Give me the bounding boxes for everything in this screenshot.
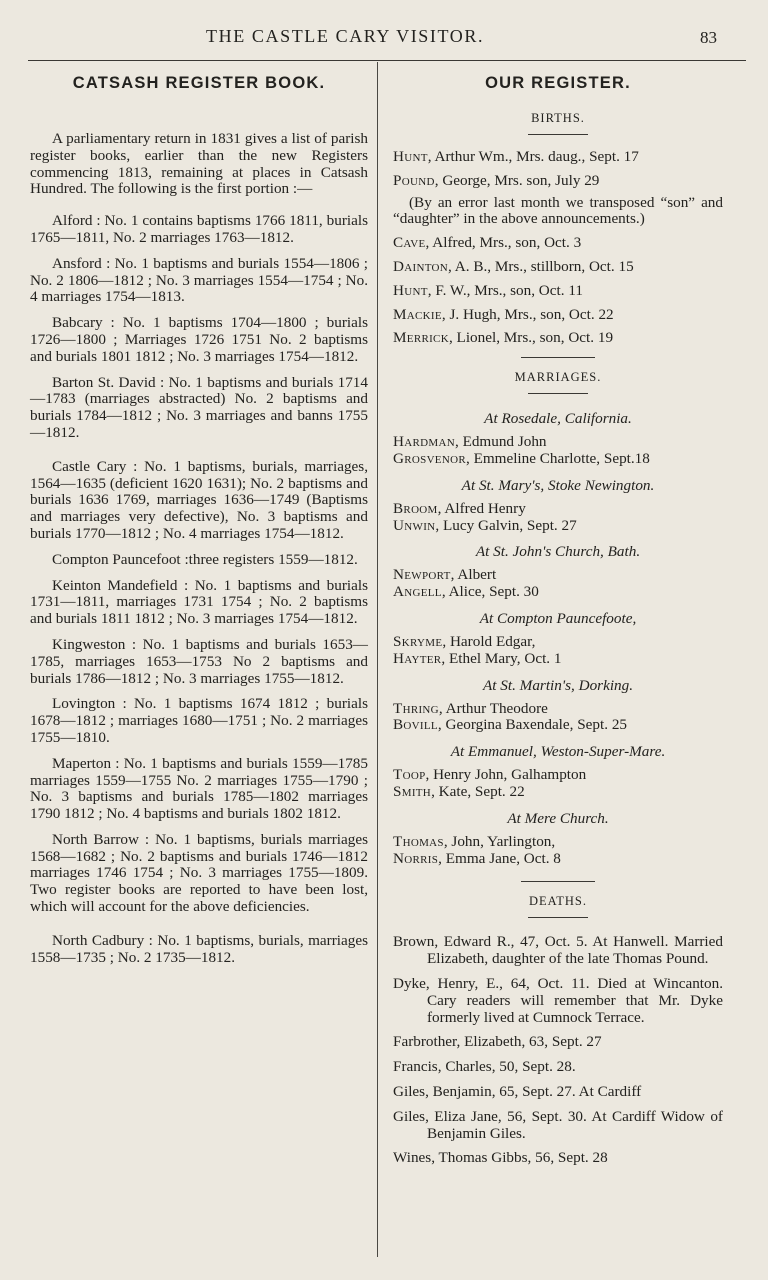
parish-entry: Maperton : No. 1 baptisms and burials 1559—1785 marriages 1559—1755 No. 2 marriages 1755—1790 ; No. 3 baptisms and burials 1785—1802 marriages 1790 1812 ; No. 4 baptisms and burials 1802 1812. bbox=[30, 754, 368, 823]
surname: Wines bbox=[393, 1149, 432, 1167]
birth-item bbox=[393, 307, 723, 324]
section-rule bbox=[521, 357, 595, 358]
groom-line bbox=[393, 834, 723, 851]
marriage-couple bbox=[393, 834, 723, 868]
birth-detail: , Lionel, Mrs., son, Oct. 19 bbox=[448, 329, 614, 347]
birth-detail: , Arthur Wm., Mrs. daug., Sept. 17 bbox=[427, 148, 639, 165]
death-item bbox=[393, 1109, 723, 1143]
marriage-venue: At Emmanuel, Weston-Super-Mare. bbox=[450, 743, 666, 761]
surname: Thring bbox=[393, 699, 439, 717]
bride-line bbox=[393, 451, 723, 468]
bride-detail: , Emmeline Charlotte, Sept.18 bbox=[465, 449, 650, 467]
marriage-couple bbox=[393, 501, 723, 535]
death-item bbox=[393, 976, 723, 1026]
marriages-rule bbox=[528, 393, 588, 394]
death-detail: , Eliza Jane, 56, Sept. 30. At Cardiff Widow of Benjamin Giles. bbox=[425, 1107, 723, 1142]
marriage-couple bbox=[393, 434, 723, 468]
marriage-venue: At St. Martin's, Dorking. bbox=[482, 676, 634, 694]
bride-line bbox=[393, 651, 723, 668]
surname: Merrick bbox=[393, 329, 449, 347]
marriage-venue: At Rosedale, California. bbox=[484, 410, 632, 428]
surname: Grosvenor bbox=[393, 449, 466, 467]
parish-entry: Keinton Mandefield : No. 1 baptisms and burials 1731—1811, marriages 1731 1754 ; No. 2 baptisms and burials 1811 1812 ; No. 3 marriages 1754—1812. bbox=[30, 576, 368, 628]
catsash-intro: A parliamentary return in 1831 gives a list of parish register books, earlier than the new Registers commencing 1813, remaining at places in Catsash Hundred. The following is the first portion :— bbox=[30, 130, 368, 198]
birth-detail: , J. Hugh, Mrs., son, Oct. 22 bbox=[441, 305, 614, 323]
surname: Mackie bbox=[393, 305, 442, 323]
parish-entry: Compton Pauncefoot :three registers 1559—1812. bbox=[52, 550, 358, 568]
groom-line bbox=[393, 434, 723, 451]
groom-detail: , Arthur Theodore bbox=[438, 699, 548, 717]
birth-item bbox=[393, 330, 723, 347]
surname: Francis bbox=[393, 1058, 438, 1076]
groom-line bbox=[393, 701, 723, 718]
marriage-venue: At St. John's Church, Bath. bbox=[475, 543, 641, 561]
groom-detail: , Edmund John bbox=[454, 433, 547, 451]
birth-item bbox=[393, 173, 723, 190]
parish-entry: Alford : No. 1 contains baptisms 1766 1811, burials 1765—1811, No. 2 marriages 1763—1812. bbox=[30, 212, 368, 246]
bride-detail: , Alice, Sept. 30 bbox=[441, 583, 539, 601]
parish-entry: North Barrow : No. 1 baptisms, burials marriages 1568—1682 ; No. 2 baptisms and burials 1746—1812 marriages 1746 1754 ; No. 3 marriages 1755—1809. Two register books are reported to have been lost, which will account for the above deficiencies. bbox=[30, 830, 368, 916]
marriage-couple bbox=[393, 767, 723, 801]
parish-entry: Kingweston : No. 1 baptisms and burials 1653—1785, marriages 1653—1753 No 2 baptisms and burials 1786—1812 ; No. 3 marriages 1755—1812. bbox=[30, 635, 368, 687]
deaths-heading: DEATHS. bbox=[528, 894, 588, 909]
marriages-heading: MARRIAGES. bbox=[514, 370, 602, 385]
surname: Dainton bbox=[393, 257, 449, 275]
death-detail: , Henry, E., 64, Oct. 11. Died at Wincanton. Cary readers will remember that Mr. Dyke formerly lived at Cumnock Terrace. bbox=[425, 974, 723, 1026]
header-rule bbox=[28, 60, 746, 61]
surname: Bovill bbox=[393, 716, 438, 734]
column-divider bbox=[377, 62, 378, 1257]
surname: Brown bbox=[393, 933, 435, 951]
death-item bbox=[393, 1150, 723, 1167]
page-number: 83 bbox=[700, 28, 717, 47]
groom-line bbox=[393, 767, 723, 784]
birth-detail: , Alfred, Mrs., son, Oct. 3 bbox=[425, 234, 582, 252]
parish-entry: Lovington : No. 1 baptisms 1674 1812 ; burials 1678—1812 ; marriages 1680—1751 ; No. 2 marriages 1755—1810. bbox=[30, 695, 368, 746]
section-rule bbox=[521, 881, 595, 882]
marriage-couple bbox=[393, 567, 723, 601]
surname: Hunt bbox=[393, 148, 428, 165]
surname: Broom bbox=[393, 499, 438, 517]
death-item bbox=[393, 934, 723, 968]
bride-detail: , Lucy Galvin, Sept. 27 bbox=[435, 516, 577, 534]
births-section bbox=[393, 111, 723, 347]
running-head bbox=[0, 24, 768, 52]
marriage-venue: At St. Mary's, Stoke Newington. bbox=[461, 476, 655, 494]
groom-detail: , Alfred Henry bbox=[437, 499, 526, 517]
births-rule bbox=[528, 134, 588, 135]
bride-detail: , Kate, Sept. 22 bbox=[431, 782, 525, 800]
parish-entry: Barton St. David : No. 1 baptisms and burials 1714—1783 (marriages abstracted) No. 2 baptisms and burials 1784—1812 ; No. 3 marriages and banns 1755—1812. bbox=[30, 373, 368, 441]
surname: Hayter bbox=[393, 649, 442, 667]
groom-detail: , John, Yarlington, bbox=[443, 832, 556, 850]
marriages-section bbox=[393, 370, 723, 867]
birth-detail: , George, Mrs. son, July 29 bbox=[434, 171, 600, 189]
surname: Toop bbox=[393, 766, 426, 784]
birth-item bbox=[393, 283, 723, 300]
groom-detail: , Harold Edgar, bbox=[442, 632, 536, 650]
surname: Giles bbox=[393, 1107, 426, 1125]
bride-line bbox=[393, 784, 723, 801]
death-detail: , Elizabeth, 63, Sept. 27 bbox=[456, 1033, 602, 1051]
surname: Newport bbox=[393, 566, 451, 584]
surname: Cave bbox=[393, 234, 426, 252]
surname: Unwin bbox=[393, 516, 436, 534]
bride-detail: , Georgina Baxendale, Sept. 25 bbox=[437, 716, 628, 734]
bride-detail: , Ethel Mary, Oct. 1 bbox=[441, 649, 562, 667]
left-column bbox=[30, 62, 368, 966]
surname: Smith bbox=[393, 782, 432, 800]
surname: Giles bbox=[393, 1082, 426, 1100]
surname: Thomas bbox=[393, 832, 444, 850]
surname: Norris bbox=[393, 849, 439, 867]
bride-line bbox=[393, 851, 723, 868]
surname: Angell bbox=[393, 583, 442, 601]
marriage-couple bbox=[393, 634, 723, 668]
surname: Dyke bbox=[393, 974, 426, 992]
parish-entry: Babcary : No. 1 baptisms 1704—1800 ; burials 1726—1800 ; Marriages 1726 1751 No. 2 baptisms and burials 1801 1812 ; No. 3 marriages 1754—1812. bbox=[30, 314, 368, 365]
register-title: OUR REGISTER. bbox=[485, 74, 631, 92]
bride-detail: , Emma Jane, Oct. 8 bbox=[438, 849, 561, 867]
death-detail: , Thomas Gibbs, 56, Sept. 28 bbox=[431, 1149, 608, 1167]
death-detail: , Edward R., 47, Oct. 5. At Hanwell. Married Elizabeth, daughter of the late Thomas Pound. bbox=[427, 933, 723, 968]
groom-line bbox=[393, 567, 723, 584]
deaths-rule bbox=[528, 917, 588, 918]
parish-entry: North Cadbury : No. 1 baptisms, burials, marriages 1558—1735 ; No. 2 1735—1812. bbox=[30, 931, 368, 966]
death-item bbox=[393, 1084, 723, 1101]
surname: Hardman bbox=[393, 433, 455, 451]
marriage-venue: At Compton Pauncefoote, bbox=[479, 609, 637, 627]
groom-line bbox=[393, 501, 723, 518]
death-item bbox=[393, 1034, 723, 1051]
birth-item bbox=[393, 149, 723, 166]
parish-entry: Castle Cary : No. 1 baptisms, burials, marriages, 1564—1635 (deficient 1620 1631); No. 2 baptisms and burials 1636 1769, marriages 1636—1749 (Baptisms and marriages very defective), No. 3 baptisms and burials 1770—1812 ; No. 4 marriages 1754—1812. bbox=[30, 457, 368, 542]
birth-detail: , F. W., Mrs., son, Oct. 11 bbox=[427, 281, 583, 299]
parish-entry: Ansford : No. 1 baptisms and burials 1554—1806 ; No. 2 1806—1812 ; No. 3 marriages 1554—1754 ; No. 4 marriages 1754—1813. bbox=[30, 254, 368, 306]
right-column bbox=[393, 62, 723, 1167]
bride-line bbox=[393, 584, 723, 601]
death-detail: , Charles, 50, Sept. 28. bbox=[437, 1058, 576, 1076]
bride-line bbox=[393, 518, 723, 535]
surname: Hunt bbox=[393, 281, 428, 299]
surname: Farbrother bbox=[393, 1033, 457, 1051]
deaths-section bbox=[393, 894, 723, 1167]
death-detail: , Benjamin, 65, Sept. 27. At Cardiff bbox=[425, 1082, 642, 1100]
surname: Pound bbox=[393, 171, 435, 189]
birth-item bbox=[393, 235, 723, 252]
surname: Skryme bbox=[393, 632, 443, 650]
groom-detail: , Henry John, Galhampton bbox=[425, 766, 587, 784]
groom-detail: , Albert bbox=[450, 566, 497, 584]
groom-line bbox=[393, 634, 723, 651]
bride-line bbox=[393, 717, 723, 734]
birth-item bbox=[393, 259, 723, 276]
death-item bbox=[393, 1059, 723, 1076]
births-heading: BIRTHS. bbox=[531, 111, 585, 125]
birth-detail: , A. B., Mrs., stillborn, Oct. 15 bbox=[448, 257, 634, 275]
correction-note: (By an error last month we transposed “son” and “daughter” in the above announcements.) bbox=[393, 193, 723, 228]
magazine-title: THE CASTLE CARY VISITOR. bbox=[206, 26, 485, 46]
catsash-title: CATSASH REGISTER BOOK. bbox=[72, 74, 326, 92]
marriage-venue: At Mere Church. bbox=[507, 809, 609, 827]
marriage-couple bbox=[393, 701, 723, 735]
